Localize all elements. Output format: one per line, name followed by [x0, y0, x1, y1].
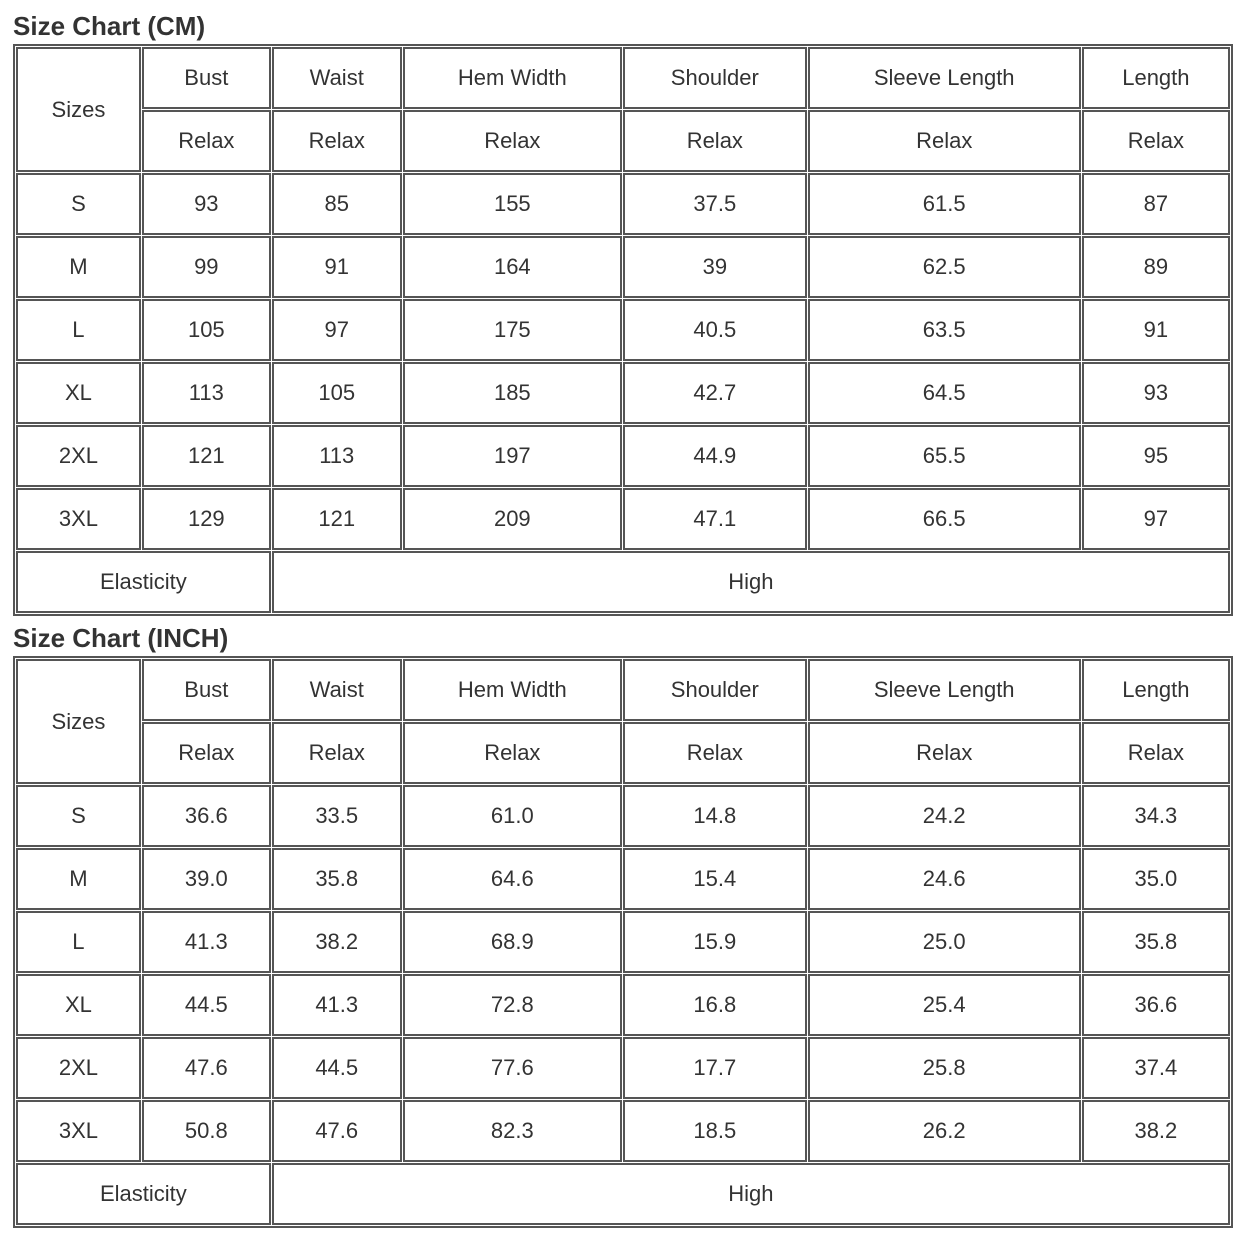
value-cell: 72.8	[403, 974, 622, 1036]
column-header-waist: Waist	[272, 659, 402, 721]
subheader-relax: Relax	[1082, 722, 1230, 784]
size-cell: 3XL	[16, 488, 141, 550]
value-cell: 50.8	[142, 1100, 271, 1162]
value-cell: 41.3	[272, 974, 402, 1036]
size-table-inch	[13, 656, 1233, 1228]
table-row	[16, 488, 1230, 550]
subheader-row	[16, 722, 1230, 784]
header-row	[16, 47, 1230, 109]
value-cell: 99	[142, 236, 271, 298]
value-cell: 16.8	[623, 974, 807, 1036]
value-cell: 97	[272, 299, 402, 361]
header-row	[16, 659, 1230, 721]
table-row	[16, 236, 1230, 298]
value-cell: 25.8	[808, 1037, 1081, 1099]
elasticity-value: High	[272, 1163, 1230, 1225]
value-cell: 93	[1082, 362, 1230, 424]
size-chart-cm	[13, 8, 1233, 616]
size-cell: 2XL	[16, 425, 141, 487]
elasticity-row	[16, 1163, 1230, 1225]
subheader-relax: Relax	[272, 722, 402, 784]
value-cell: 61.0	[403, 785, 622, 847]
table-row	[16, 785, 1230, 847]
section-title-inch: Size Chart (INCH)	[13, 623, 229, 653]
value-cell: 37.4	[1082, 1037, 1230, 1099]
sizes-header: Sizes	[16, 659, 141, 784]
value-cell: 37.5	[623, 173, 807, 235]
subheader-relax: Relax	[142, 110, 271, 172]
sizes-header: Sizes	[16, 47, 141, 172]
value-cell: 33.5	[272, 785, 402, 847]
subheader-relax: Relax	[403, 722, 622, 784]
value-cell: 25.0	[808, 911, 1081, 973]
size-cell: M	[16, 848, 141, 910]
value-cell: 36.6	[142, 785, 271, 847]
size-cell: XL	[16, 974, 141, 1036]
column-header-sleeve-length: Sleeve Length	[808, 47, 1081, 109]
value-cell: 82.3	[403, 1100, 622, 1162]
value-cell: 44.5	[142, 974, 271, 1036]
value-cell: 34.3	[1082, 785, 1230, 847]
value-cell: 121	[272, 488, 402, 550]
subheader-relax: Relax	[808, 722, 1081, 784]
value-cell: 61.5	[808, 173, 1081, 235]
value-cell: 62.5	[808, 236, 1081, 298]
column-header-waist: Waist	[272, 47, 402, 109]
value-cell: 47.6	[272, 1100, 402, 1162]
size-cell: L	[16, 911, 141, 973]
subheader-relax: Relax	[272, 110, 402, 172]
value-cell: 105	[142, 299, 271, 361]
column-header-bust: Bust	[142, 47, 271, 109]
value-cell: 38.2	[272, 911, 402, 973]
value-cell: 18.5	[623, 1100, 807, 1162]
value-cell: 35.8	[1082, 911, 1230, 973]
value-cell: 47.6	[142, 1037, 271, 1099]
value-cell: 17.7	[623, 1037, 807, 1099]
value-cell: 77.6	[403, 1037, 622, 1099]
elasticity-row	[16, 551, 1230, 613]
size-cell: L	[16, 299, 141, 361]
value-cell: 155	[403, 173, 622, 235]
table-row	[16, 173, 1230, 235]
value-cell: 64.5	[808, 362, 1081, 424]
value-cell: 35.0	[1082, 848, 1230, 910]
value-cell: 15.9	[623, 911, 807, 973]
column-header-bust: Bust	[142, 659, 271, 721]
value-cell: 42.7	[623, 362, 807, 424]
value-cell: 87	[1082, 173, 1230, 235]
table-row	[16, 911, 1230, 973]
subheader-relax: Relax	[623, 110, 807, 172]
value-cell: 113	[272, 425, 402, 487]
value-cell: 44.9	[623, 425, 807, 487]
column-header-shoulder: Shoulder	[623, 659, 807, 721]
column-header-hem-width: Hem Width	[403, 47, 622, 109]
size-cell: 3XL	[16, 1100, 141, 1162]
column-header-length: Length	[1082, 47, 1230, 109]
value-cell: 14.8	[623, 785, 807, 847]
table-row	[16, 848, 1230, 910]
elasticity-label: Elasticity	[16, 551, 271, 613]
value-cell: 113	[142, 362, 271, 424]
value-cell: 47.1	[623, 488, 807, 550]
value-cell: 66.5	[808, 488, 1081, 550]
value-cell: 40.5	[623, 299, 807, 361]
value-cell: 105	[272, 362, 402, 424]
size-cell: M	[16, 236, 141, 298]
value-cell: 41.3	[142, 911, 271, 973]
section-title-cm: Size Chart (CM)	[13, 11, 206, 41]
value-cell: 26.2	[808, 1100, 1081, 1162]
table-row	[16, 1100, 1230, 1162]
elasticity-label: Elasticity	[16, 1163, 271, 1225]
table-row	[16, 1037, 1230, 1099]
value-cell: 91	[272, 236, 402, 298]
subheader-relax: Relax	[142, 722, 271, 784]
value-cell: 64.6	[403, 848, 622, 910]
value-cell: 39	[623, 236, 807, 298]
value-cell: 44.5	[272, 1037, 402, 1099]
value-cell: 24.6	[808, 848, 1081, 910]
value-cell: 185	[403, 362, 622, 424]
column-header-length: Length	[1082, 659, 1230, 721]
subheader-row	[16, 110, 1230, 172]
value-cell: 38.2	[1082, 1100, 1230, 1162]
value-cell: 65.5	[808, 425, 1081, 487]
size-cell: S	[16, 173, 141, 235]
size-chart-inch	[13, 620, 1233, 1228]
value-cell: 35.8	[272, 848, 402, 910]
value-cell: 91	[1082, 299, 1230, 361]
table-row	[16, 425, 1230, 487]
value-cell: 95	[1082, 425, 1230, 487]
size-cell: XL	[16, 362, 141, 424]
value-cell: 63.5	[808, 299, 1081, 361]
subheader-relax: Relax	[1082, 110, 1230, 172]
subheader-relax: Relax	[403, 110, 622, 172]
value-cell: 97	[1082, 488, 1230, 550]
value-cell: 24.2	[808, 785, 1081, 847]
value-cell: 15.4	[623, 848, 807, 910]
column-header-sleeve-length: Sleeve Length	[808, 659, 1081, 721]
column-header-shoulder: Shoulder	[623, 47, 807, 109]
value-cell: 209	[403, 488, 622, 550]
subheader-relax: Relax	[808, 110, 1081, 172]
value-cell: 25.4	[808, 974, 1081, 1036]
size-cell: S	[16, 785, 141, 847]
value-cell: 129	[142, 488, 271, 550]
table-row	[16, 299, 1230, 361]
value-cell: 121	[142, 425, 271, 487]
table-row	[16, 362, 1230, 424]
subheader-relax: Relax	[623, 722, 807, 784]
value-cell: 39.0	[142, 848, 271, 910]
value-cell: 85	[272, 173, 402, 235]
column-header-hem-width: Hem Width	[403, 659, 622, 721]
value-cell: 197	[403, 425, 622, 487]
value-cell: 36.6	[1082, 974, 1230, 1036]
value-cell: 175	[403, 299, 622, 361]
table-row	[16, 974, 1230, 1036]
value-cell: 93	[142, 173, 271, 235]
value-cell: 68.9	[403, 911, 622, 973]
value-cell: 164	[403, 236, 622, 298]
size-table-cm	[13, 44, 1233, 616]
elasticity-value: High	[272, 551, 1230, 613]
size-cell: 2XL	[16, 1037, 141, 1099]
value-cell: 89	[1082, 236, 1230, 298]
